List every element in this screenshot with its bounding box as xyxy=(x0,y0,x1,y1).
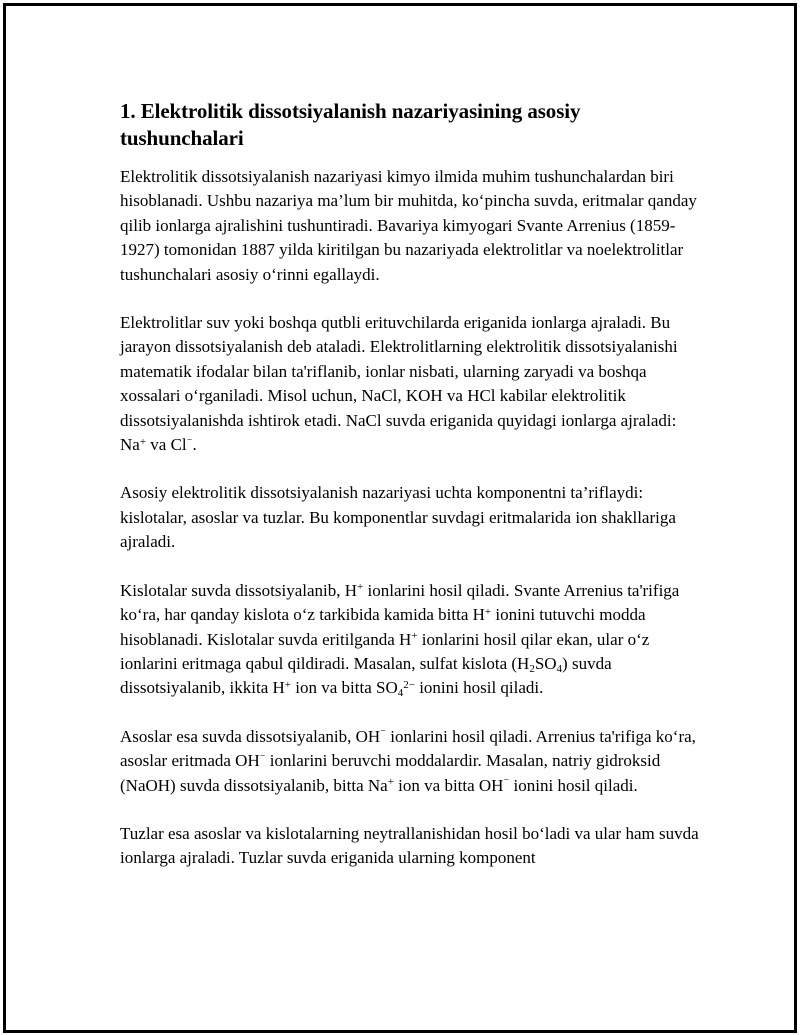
page-frame xyxy=(3,3,797,1033)
document-body xyxy=(120,98,700,895)
paragraph-components: Asosiy elektrolitik dissotsiyalanish nazariyasi uchta komponentni ta’riflaydi: kislotalar, asoslar va tuzlar. Bu komponentlar suvdagi eritmalarida ion shakllariga ajraladi. xyxy=(120,483,676,552)
paragraph-electrolytes: Elektrolitlar suv yoki boshqa qutbli erituvchilarda eriganida ionlarga ajraladi. Bu jarayon dissotsiyalanish deb ataladi. Elektrolitlarning elektrolitik dissotsiyalanishi matematik ifodalar bilan ta'riflanib, ionlar nisbati, ularning zaryadi va boshqa xossalari o‘rganiladi. Misol uchun, NaCl, KOH va HCl kabilar elektrolitik dissotsiyalanishda ishtirok etadi. NaCl suvda eriganida quyidagi ionlarga ajraladi: Na+ va Cl⁻. xyxy=(120,313,678,455)
paragraph-acids: Kislotalar suvda dissotsiyalanib, H+ ionlarini hosil qiladi. Svante Arrenius ta'rifiga ko‘ra, har qanday kislota o‘z tarkibida kamida bitta H+ ionini tutuvchi modda hisoblanadi. Kislotalar suvda eritilganda H+ ionlarini hosil qilar ekan, ular o‘z ionlarini eritmaga qabul qildiradi. Masalan, sulfat kislota $(H_2SO_4)$ suvda dissotsiyalanib, ikkita H+ ion va bitta $SO_4^{2-}$ ionini hosil qiladi. xyxy=(120,580,680,700)
paragraph-intro: Elektrolitik dissotsiyalanish nazariyasi kimyo ilmida muhim tushunchalardan biri hisoblanadi. Ushbu nazariya ma’lum bir muhitda, ko‘pincha suvda, eritmalar qanday qilib ionlarga ajralishini tushuntiradi. Bavariya kimyogari Svante Arrenius (1859-1927) tomonidan 1887 yilda kiritilgan bu nazariyada elektrolitlar va noelektrolitlar tushunchalari asosiy o‘rinni egallaydi. xyxy=(120,167,697,284)
section-heading: 1. Elektrolitik dissotsiyalanish nazariyasining asosiy tushunchalari xyxy=(120,99,581,150)
paragraph-salts: Tuzlar esa asoslar va kislotalarning neytrallanishidan hosil bo‘ladi va ular ham suvda ionlarga ajraladi. Tuzlar suvda eriganida ularning komponent xyxy=(120,823,699,868)
paragraph-bases: Asoslar esa suvda dissotsiyalanib, OH⁻ ionlarini hosil qiladi. Arrenius ta'rifiga ko‘ra, asoslar eritmada OH⁻ ionlarini beruvchi moddalardir. Masalan, natriy gidroksid (NaOH) suvda dissotsiyalanib, bitta Na+ ion va bitta OH⁻ ionini hosil qiladi. xyxy=(120,726,696,795)
